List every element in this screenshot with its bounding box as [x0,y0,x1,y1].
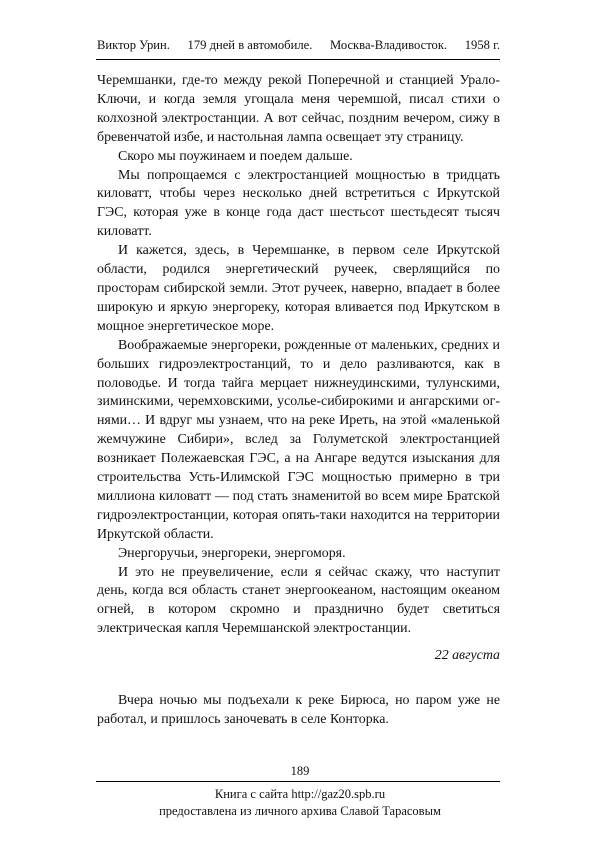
header-year: 1958 г. [464,38,500,52]
footer-prefix: Книга с сайта [214,787,289,801]
page-number: 189 [290,764,310,778]
paragraph: Вчера ночью мы подъехали к реке Бирюса, но паром уже не работал, и пришлось заночевать в селе Конторка. [97,693,500,727]
header-route: Москва-Владивосток. [329,38,448,52]
footer-site-link[interactable]: http://gaz20.spb.ru [291,787,386,801]
paragraph: Мы попрощаемся с электростанцией мощностью в тридцать киловатт, чтобы через несколько дней встретиться с Иркутской ГЭС, которая уже в конце года даст шестьсот шестьдесят тысяч киловатт. [97,167,500,240]
date-heading: 22 августа [434,648,500,664]
footer [0,786,600,820]
header-divider [96,59,500,60]
footer-divider [96,781,500,782]
running-header [97,38,500,53]
paragraph: И кажется, здесь, в Черемшанке, в первом селе Иркутской области, родился энергетический ручеек, сверлящийся по просторам сибирской земли. Этот ручеек, наверно, впадает в более широкую и яркую энергореку, которая вливается под Иркутском в мощное энергетическое море. [97,243,500,334]
page-body [97,72,500,730]
paragraph: Воображаемые энергореки, рожденные от маленьких, средних и больших гидроэлектростанций, то и дело разливаются, как в половодье. И тогда тайга мерцает нижнеудинскими, тулунскими, зиминскими, черемховскими, усолье-сибирокими и ангарскими огнями… И вдруг мы узнаем, что на реке Иреть, на этой «маленькой жемчужине Сибири», вслед за Голуметской электростанцией возникает Полежаевская ГЭС, а на Ангаре ведутся изыскания для строительства Усть-Илимской ГЭС мощностью примерно в три миллиона киловатт — под стать знаменитой во всем мире Братской гидроэлектростанции, которая опять-таки находится на территории Иркутской области. [97,337,500,542]
paragraph: Энергоручьи, энергореки, энергоморя. [118,545,346,561]
paragraph: Скоро мы поужинаем и поедем дальше. [118,148,353,164]
header-author: Виктор Урин. [97,38,170,52]
header-title: 179 дней в автомобиле. [187,38,313,52]
footer-line-1 [0,786,600,803]
footer-line-2: предоставлена из личного архива Славой Тарасовым [159,804,441,818]
paragraph: И это не преувеличение, если я сейчас скажу, что наступит день, когда вся область станет энергоокеаном, настоящим океаном огней, в котором скромно и празднично будет светиться электрическая капля Черемшанской электростанции. [97,564,500,637]
paragraph-continuation: Черемшанки, где-то между рекой Поперечной и станцией Урало-Ключи, и когда земля угощала меня черемшой, писал стихи о колхозной электростанции. А вот сейчас, поздним вечером, сижу в бревенчатой избе, и настольная лампа освещает эту страницу. [97,73,500,145]
